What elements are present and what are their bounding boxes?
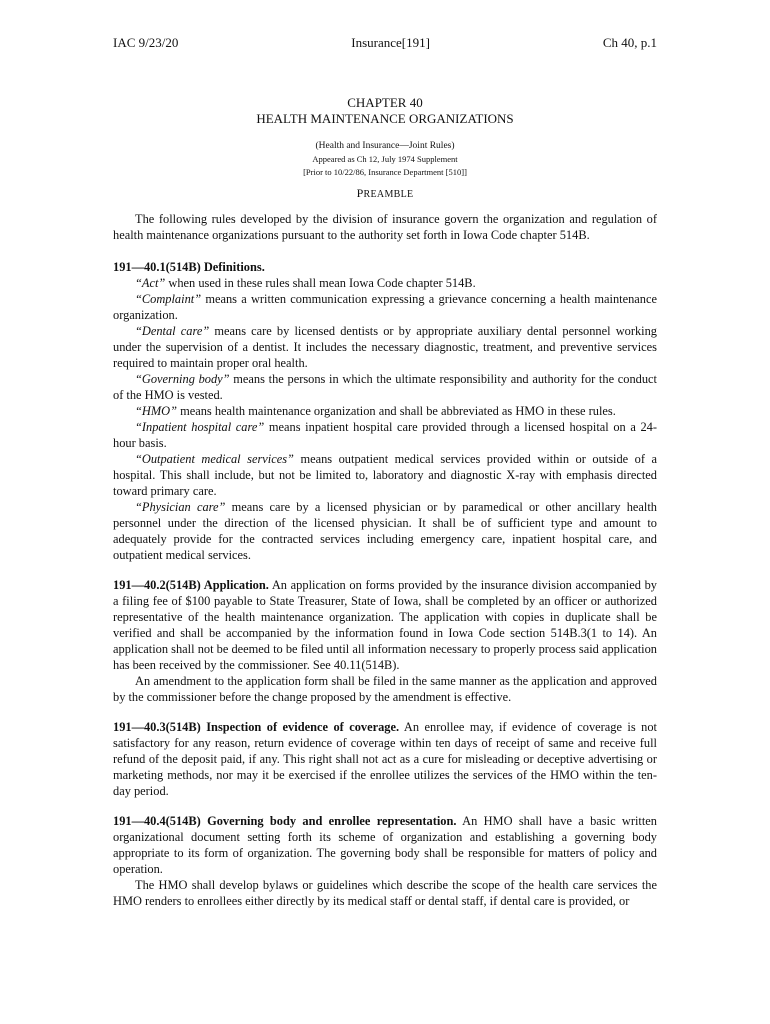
preamble-initial: P	[356, 186, 364, 200]
rule-application	[113, 577, 657, 705]
rule-paragraph: The HMO shall develop bylaws or guidelines which describe the scope of the health care services the HMO renders to enrollees either directly by its medical staff or dental staff, if dental care is provided, or	[113, 878, 657, 908]
definition-item: “Physician care” means care by a licensed physician or by paramedical or other ancillary health personnel under the direction of the licensed physician. It shall be of sufficient type and amount to adequately provide for the contracted services including emergency care, inpatient hospital care, and outpatient medical services.	[113, 500, 657, 562]
chapter-agencies: (Health and Insurance—Joint Rules)	[315, 141, 455, 151]
definition-item: “HMO” means health maintenance organization and shall be abbreviated as HMO in these rules.	[135, 404, 616, 418]
definition-item: “Inpatient hospital care” means inpatient hospital care provided through a licensed hospital on a 24-hour basis.	[113, 420, 657, 450]
chapter-appeared: Appeared as Ch 12, July 1974 Supplement	[312, 154, 458, 164]
rule-heading: 191—40.2(514B) Application.	[113, 578, 269, 592]
preamble-paragraph: The following rules developed by the division of insurance govern the organization and regulation of health maintenance organizations pursuant to the authority set forth in Iowa Code chapter 514B.	[113, 212, 657, 242]
rule-paragraph: 191—40.4(514B) Governing body and enrollee representation. An HMO shall have a basic written organizational document setting forth its scheme of organization and establishing a governing body appropriate to its form of organization. The governing body shall be responsible for matters of policy and operation.	[113, 814, 658, 876]
definition-item: “Governing body” means the persons in which the ultimate responsibility and authority for the conduct of the HMO is vested.	[113, 372, 657, 402]
rule-heading: 191—40.1(514B) Definitions.	[113, 260, 265, 274]
document-body	[113, 211, 657, 909]
rule-paragraph: An amendment to the application form shall be filed in the same manner as the application and approved by the commissioner before the change proposed by the amendment is effective.	[113, 674, 657, 704]
definition-item: “Act” when used in these rules shall mean Iowa Code chapter 514B.	[135, 276, 476, 290]
rule-paragraph: 191—40.2(514B) Application. An application on forms provided by the insurance division accompanied by a filing fee of $100 payable to State Treasurer, State of Iowa, shall be completed by an officer or authorized representative of the health maintenance organization. The application with copies in duplicate shall be verified and shall be accompanied by the information found in Iowa Code section 514B.3(1 to 14). An application shall not be deemed to be filed until all information necessary to properly process said application has been received by the commissioner. See 40.11(514B).	[113, 578, 657, 672]
header-agency: Insurance[191]	[351, 35, 430, 50]
definition-item: “Complaint” means a written communication expressing a grievance concerning a health maintenance organization.	[113, 292, 657, 322]
chapter-number: CHAPTER 40	[347, 95, 423, 110]
running-header	[113, 35, 657, 51]
rule-inspection	[113, 719, 657, 799]
rule-paragraph: 191—40.3(514B) Inspection of evidence of coverage. An enrollee may, if evidence of coverage is not satisfactory for any reason, return evidence of coverage within ten days of receipt of same and receive full refund of the deposit paid, if any. This right shall not act as a cure for misleading or deceptive advertising or marketing methods, nor may it be exercised if the enrollee utilizes the services of the HMO within the ten-day period.	[113, 720, 657, 798]
header-date: IAC 9/23/20	[113, 35, 179, 50]
chapter-title: HEALTH MAINTENANCE ORGANIZATIONS	[256, 111, 514, 126]
preamble-heading	[0, 185, 770, 203]
chapter-heading	[0, 95, 770, 203]
chapter-source-notes	[0, 139, 770, 179]
rule-definitions	[113, 259, 657, 563]
rule-governing-body	[113, 813, 657, 909]
header-page: Ch 40, p.1	[602, 35, 657, 50]
chapter-prior: [Prior to 10/22/86, Insurance Department [510]]	[303, 167, 467, 177]
rule-heading: 191—40.3(514B) Inspection of evidence of coverage.	[113, 720, 400, 734]
definition-item: “Outpatient medical services” means outpatient medical services provided within or outside of a hospital. This shall include, but not be limited to, laboratory and diagnostic X-ray with emphasis directed toward primary care.	[113, 452, 658, 498]
rule-heading: 191—40.4(514B) Governing body and enrollee representation.	[113, 814, 457, 828]
definition-item: “Dental care” means care by licensed dentists or by appropriate auxiliary dental personnel working under the supervision of a dentist. It includes the necessary diagnostic, treatment, and preventive services required to maintain proper oral health.	[113, 324, 657, 370]
preamble-smallcaps: REAMBLE	[363, 189, 414, 200]
